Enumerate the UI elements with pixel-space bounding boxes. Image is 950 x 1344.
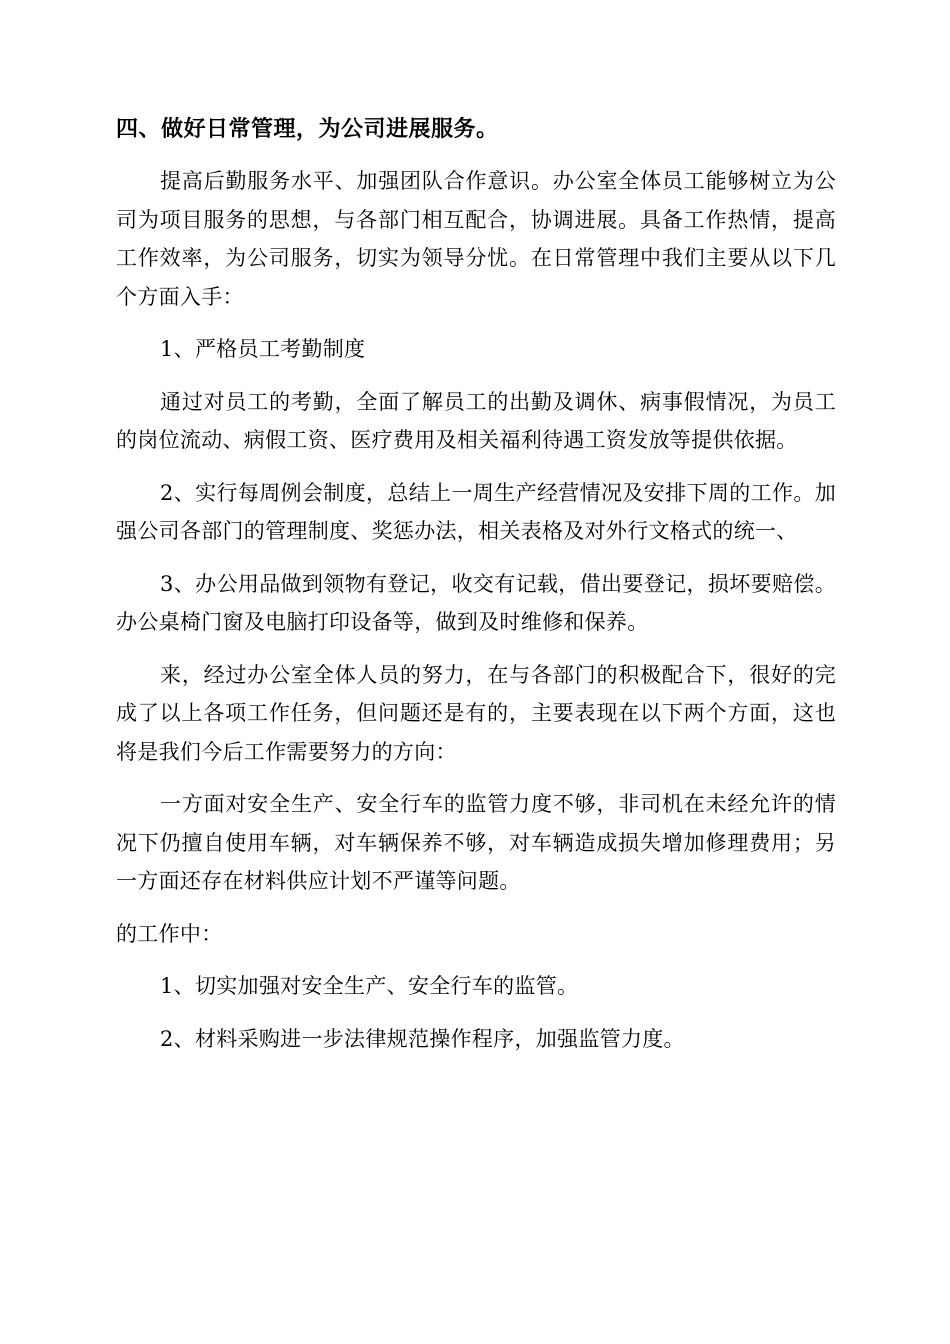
paragraph-future-work: 的工作中：: [116, 921, 223, 946]
paragraph-intro: 提高后勤服务水平、加强团队合作意识。办公室全体员工能够树立为公司为项目服务的思想，与各部门相互配合，协调进展。具备工作热情，提高工作效率，为公司服务，切实为领导分忧。在日常管理中我们主要从以下几个方面入手：: [116, 169, 836, 309]
paragraph-item-1-title: 1、严格员工考勤制度: [160, 337, 366, 361]
paragraph-summary: 来，经过办公室全体人员的努力，在与各部门的积极配合下，很好的完成了以上各项工作任务，但问题还是有的，主要表现在以下两个方面，这也将是我们今后工作需要努力的方向：: [116, 662, 836, 764]
paragraph-plan-1: 1、切实加强对安全生产、安全行车的监管。: [160, 974, 579, 998]
paragraph-attendance: 通过对员工的考勤，全面了解员工的出勤及调休、病事假情况，为员工的岗位流动、病假工资、医疗费用及相关福利待遇工资发放等提供依据。: [116, 389, 836, 452]
paragraph-item-2: 2、实行每周例会制度，总结上一周生产经营情况及安排下周的工作。加强公司各部门的管理制度、奖惩办法，相关表格及对外行文格式的统一、: [116, 480, 836, 543]
paragraph-plan-2: 2、材料采购进一步法律规范操作程序，加强监管力度。: [160, 1026, 685, 1051]
document-body: [116, 114, 836, 1058]
paragraph-problems: 一方面对安全生产、安全行车的监管力度不够，非司机在未经允许的情况下仍擅自使用车辆，对车辆保养不够，对车辆造成损失增加修理费用；另一方面还存在材料供应计划不严谨等问题。: [116, 792, 836, 893]
paragraph-item-3: 3、办公用品做到领物有登记，收交有记载，借出要登记，损坏要赔偿。办公桌椅门窗及电脑打印设备等，做到及时维修和保养。: [116, 571, 836, 634]
section-heading: 四、做好日常管理，为公司进展服务。: [116, 117, 499, 142]
